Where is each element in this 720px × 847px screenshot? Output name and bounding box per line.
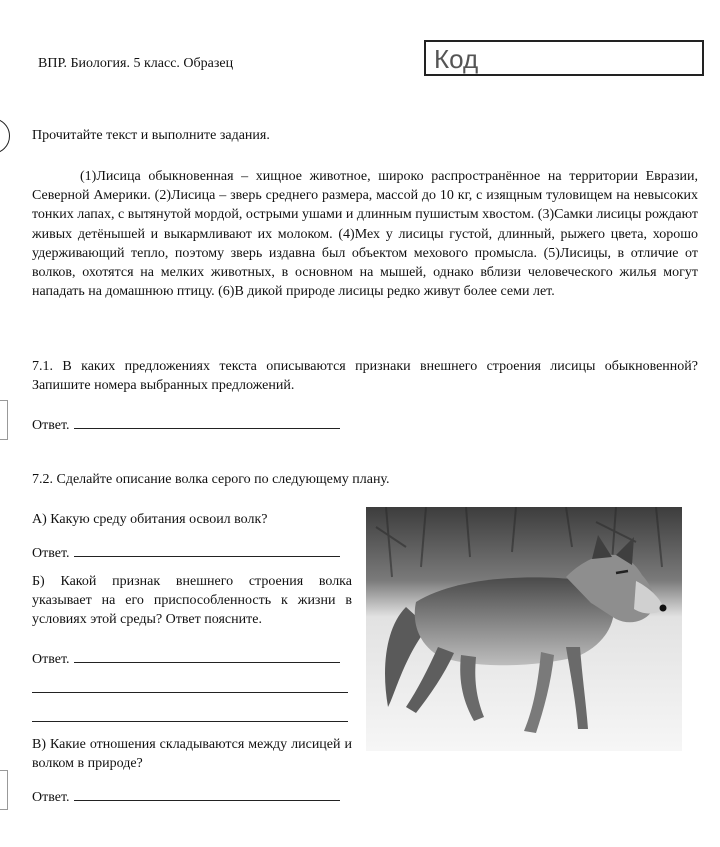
reading-text: (1)Лисица обыкновенная – хищное животное, широко распространённое на территории Евразии, Северной Америки. (2)Лисица – зверь среднего размера, массой до 10 кг, с изящным туловищем на невысоких тонких лапах, с вытянутой мордой, острыми ушами и длинным пушистым хвостом. (3)Самки лисицы рождают живых детёнышей и выкармливают их молоком. (4)Мех у лисицы густой, длинный, рыжего цвета, хорошо удерживающий тепло, поэтому зверь издавна был объектом мехового промысла. (5)Лисицы, в отличие от волков, охотятся на мелких животных, в основном на мышей, однако вблизи человеческого жилья могут нападать на домашнюю птицу. (6)В дикой природе лисицы редко живут более семи лет. [32,169,698,300]
task-number-circle [0,118,10,154]
wolf-photo [366,507,682,751]
question-7-2-title: 7.2. Сделайте описание волка серого по следующему плану. [32,472,390,487]
question-7-1: 7.1. В каких предложениях текста описываются признаки внешнего строения лисицы обыкновенной? Запишите номера выбранных предложений. [32,359,698,393]
answer-label: Ответ. [32,790,70,805]
answer-line[interactable] [74,544,340,557]
question-b: Б) Какой признак внешнего строения волка указывает на его приспособленность к жизни в условиях этой среды? Ответ поясните. [32,574,352,627]
answer-line[interactable] [74,788,340,801]
answer-label: Ответ. [32,418,70,433]
answer-line[interactable] [74,650,340,663]
answer-label: Ответ. [32,546,70,561]
answer-line[interactable] [74,416,340,429]
answer-label: Ответ. [32,652,70,667]
task-instruction: Прочитайте текст и выполните задания. [32,128,270,143]
score-box [0,400,8,440]
answer-c [32,788,340,806]
answer-b [32,650,340,668]
score-box [0,770,8,810]
page-title: ВПР. Биология. 5 класс. Образец [38,56,234,71]
code-field[interactable]: Код [424,40,704,76]
question-c: В) Какие отношения складываются между лисицей и волком в природе? [32,737,352,771]
answer-line[interactable] [32,721,348,722]
answer-a [32,544,340,562]
answer-line[interactable] [32,692,348,693]
answer-7-1 [32,416,340,434]
question-a: А) Какую среду обитания освоил волк? [32,512,268,527]
